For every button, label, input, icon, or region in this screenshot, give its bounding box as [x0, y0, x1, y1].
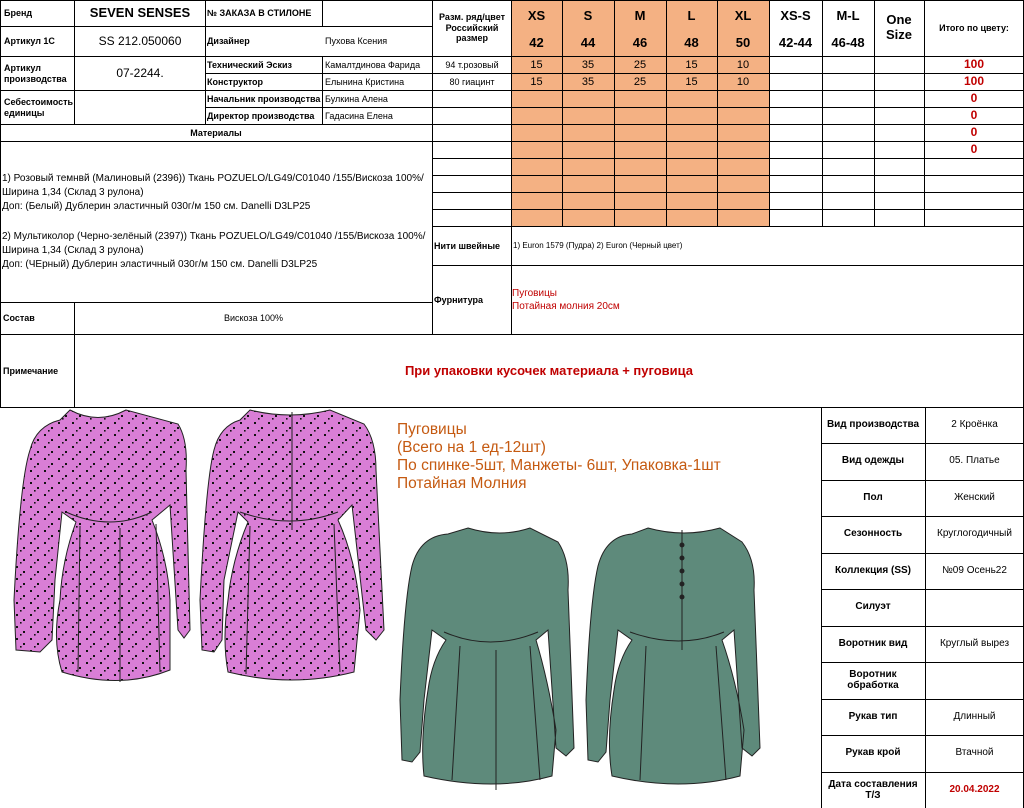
property-value: №09 Осень22 — [942, 565, 1007, 577]
material-2: 2) Мультиколор (Черно-зелёный (2397)) Ткань POZUELO/LG49/C01040 /155/Вискоза 100%/ Ширина 1,34 (Склад 3 рулона) Доп: (ЧЕрный) Дублерин эластичный 030г/м 150 см. Danelli D3LP25 — [2, 231, 426, 270]
row-color: 94 т.розовый — [445, 59, 499, 70]
threads-value: 1) Euron 1579 (Пудра) 2) Euron (Черный цвет) — [513, 241, 683, 251]
one-size-label: One Size — [885, 12, 912, 42]
total-label: Итого по цвету: — [939, 22, 1009, 33]
qty-cell: 35 — [581, 58, 595, 71]
brand-value: SEVEN SENSES — [89, 5, 191, 21]
property-label: Коллекция (SS) — [834, 565, 911, 577]
property-label: Силуэт — [855, 601, 891, 613]
size-number: 44 — [580, 34, 596, 50]
property-label: Дата составления Т/З — [828, 778, 918, 801]
pink-dress-back — [200, 410, 384, 680]
property-value: Круглый вырез — [939, 638, 1010, 650]
size-header-label: Разм. ряд/цвет Российский размер — [439, 12, 505, 44]
property-label: Воротник обработка — [847, 668, 899, 691]
size-letter: XS-S — [780, 7, 811, 23]
composition-value: Вискоза 100% — [223, 313, 284, 324]
director-label: Директор производства — [207, 110, 315, 121]
size-letter: XS — [527, 7, 546, 23]
materials-header: Материалы — [190, 127, 242, 138]
property-label: Рукав тип — [848, 711, 898, 723]
row-total: 0 — [970, 108, 978, 123]
material-1: 1) Розовый темнвй (Малиновый (2396)) Ткань POZUELO/LG49/C01040 /155/Вискоза 100%/ Ширина 1,34 (Склад 3 рулона) Доп: (Белый) Дублерин эластичный 030г/м 150 см. Danelli D3LP25 — [2, 173, 424, 212]
property-label: Воротник вид — [838, 638, 908, 650]
row-total: 0 — [970, 142, 978, 157]
note-value: При упаковки кусочек материала + пуговица — [404, 362, 694, 378]
property-label: Пол — [863, 492, 883, 504]
size-letter: M-L — [836, 7, 860, 23]
size-number: 50 — [735, 34, 751, 50]
prod-article-value: 07-2244. — [116, 65, 164, 80]
order-label: № ЗАКАЗА В СТИЛОНЕ — [207, 8, 312, 19]
qty-cell: 15 — [530, 75, 543, 88]
size-number: 42-44 — [778, 34, 813, 50]
threads-label: Нити швейные — [434, 240, 501, 251]
property-value: 20.04.2022 — [949, 784, 1000, 796]
size-letter: S — [583, 7, 593, 23]
property-label: Сезонность — [843, 528, 903, 540]
tech-sketch-value: Камалтдинова Фарида — [325, 59, 421, 70]
property-value: 05. Платье — [949, 455, 1000, 467]
property-value: 2 Кроёнка — [951, 419, 998, 431]
size-number: 42 — [529, 34, 544, 50]
green-dress-front — [400, 528, 574, 790]
property-label: Вид производства — [826, 419, 920, 431]
designer-label: Дизайнер — [207, 36, 250, 47]
buttons-note: Пуговицы (Всего на 1 ед-12шт) По спинке-5шт, Манжеты- 6шт, Упаковка-1шт Потайная Молния — [397, 421, 721, 492]
qty-cell: 15 — [685, 75, 698, 88]
qty-cell: 10 — [736, 58, 750, 71]
qty-cell: 25 — [633, 75, 647, 88]
note-label: Примечание — [3, 365, 59, 376]
row-color: 80 гиацинт — [449, 76, 495, 87]
property-value: Круглогодичный — [937, 528, 1012, 540]
head-prod-label: Начальник производства — [207, 93, 321, 104]
row-total: 0 — [970, 125, 978, 140]
head-prod-value: Булкина Алена — [325, 93, 388, 104]
row-total: 100 — [963, 57, 985, 72]
row-total: 0 — [970, 91, 978, 106]
size-number: 46-48 — [831, 34, 865, 50]
property-value: Длинный — [953, 711, 996, 723]
cost-label: Себестоимость единицы — [4, 97, 74, 118]
green-dress-back — [586, 528, 760, 784]
brand-label: Бренд — [4, 8, 33, 19]
article1c-value: SS 212.050060 — [98, 33, 182, 48]
property-value: Втачной — [955, 747, 994, 759]
size-letter: M — [634, 7, 646, 23]
qty-cell: 10 — [736, 75, 750, 88]
size-number: 46 — [632, 34, 648, 50]
fittings-label: Фурнитура — [434, 294, 484, 305]
composition-label: Состав — [3, 313, 35, 324]
pink-dress-front — [14, 410, 190, 682]
size-number: 48 — [684, 34, 699, 50]
qty-cell: 15 — [530, 58, 543, 71]
fittings-value: Пуговицы Потайная молния 20см — [512, 288, 620, 312]
property-label: Вид одежды — [841, 455, 905, 467]
size-letter: L — [687, 7, 696, 23]
property-value: Женский — [954, 492, 995, 504]
constructor-value: Елынина Кристина — [325, 76, 405, 87]
director-value: Гадасина Елена — [325, 110, 393, 121]
row-total: 100 — [963, 74, 985, 89]
qty-cell: 25 — [633, 58, 647, 71]
tech-sketch-label: Технический Эскиз — [207, 59, 293, 70]
article1c-label: Артикул 1С — [4, 36, 55, 47]
size-letter: XL — [734, 7, 752, 23]
constructor-label: Конструктор — [207, 76, 264, 87]
qty-cell: 35 — [581, 75, 595, 88]
property-label: Рукав крой — [845, 747, 901, 759]
qty-cell: 15 — [685, 58, 698, 71]
prod-article-label: Артикул производства — [4, 63, 67, 84]
designer-value: Пухова Ксения — [325, 36, 388, 47]
